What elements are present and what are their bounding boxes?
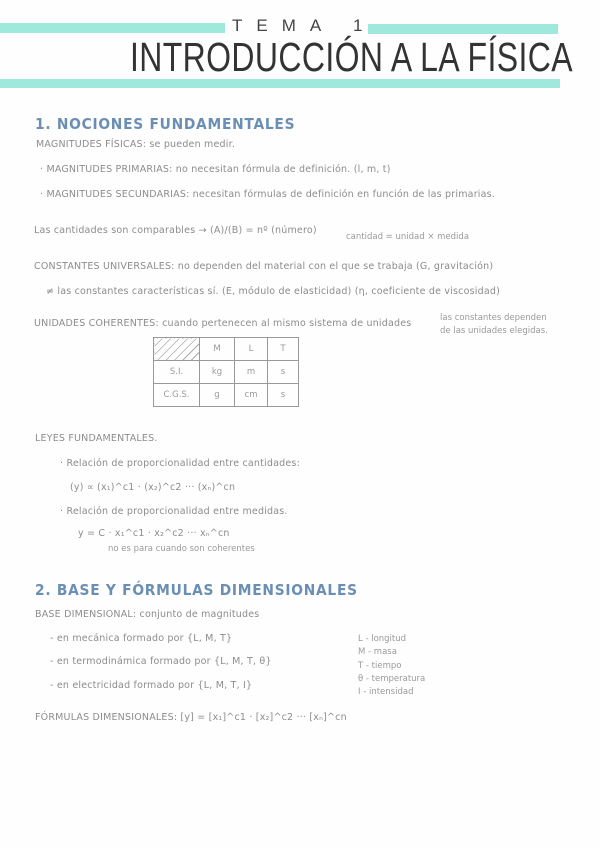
table-cell: m bbox=[235, 361, 268, 384]
section-heading: 1. NOCIONES FUNDAMENTALES bbox=[35, 115, 296, 133]
note-line: - en electricidad formado por {L, M, T, I} bbox=[50, 680, 253, 691]
table-cell: g bbox=[200, 384, 235, 407]
table-cell: C.G.S. bbox=[154, 384, 200, 407]
note-line: FÓRMULAS DIMENSIONALES: [y] = [x₁]^c1 · [x₂]^c2 ··· [xₙ]^cn bbox=[35, 712, 347, 723]
table-cell: s bbox=[268, 361, 299, 384]
side-note: las constantes dependen bbox=[440, 313, 547, 323]
note-line: · Relación de proporcionalidad entre medidas. bbox=[60, 506, 288, 517]
note-line: - en termodinámica formado por {L, M, T, θ} bbox=[50, 656, 272, 667]
side-note: cantidad = unidad × medida bbox=[346, 232, 470, 242]
note-line: · Relación de proporcionalidad entre cantidades: bbox=[60, 458, 300, 469]
section-heading: 2. BASE Y FÓRMULAS DIMENSIONALES bbox=[35, 581, 358, 599]
legend-item: L - longitud bbox=[358, 634, 407, 644]
table-header: M bbox=[200, 338, 235, 361]
note-line: - en mecánica formado por {L, M, T} bbox=[50, 633, 233, 644]
note-line: · MAGNITUDES SECUNDARIAS: necesitan fórmulas de definición en función de las primarias. bbox=[40, 189, 496, 200]
note-line: MAGNITUDES FÍSICAS: se pueden medir. bbox=[36, 139, 236, 150]
table-header: L bbox=[235, 338, 268, 361]
table-row bbox=[154, 384, 299, 407]
highlight-bar bbox=[0, 23, 225, 33]
note-line: · MAGNITUDES PRIMARIAS: no necesitan fórmula de definición. (l, m, t) bbox=[40, 164, 391, 175]
page-title: INTRODUCCIÓN A LA FÍSICA bbox=[130, 34, 573, 80]
note-line: Las cantidades son comparables → (A)/(B) = nº (número) bbox=[34, 225, 317, 236]
tema-label: TEMA 1 bbox=[232, 16, 377, 35]
note-line: LEYES FUNDAMENTALES. bbox=[35, 433, 158, 444]
note-line: UNIDADES COHERENTES: cuando pertenecen al mismo sistema de unidades bbox=[34, 318, 412, 329]
formula: y = C · x₁^c1 · x₂^c2 ··· xₙ^cn bbox=[78, 528, 230, 539]
note-line: CONSTANTES UNIVERSALES: no dependen del material con el que se trabaja (G, gravitación) bbox=[34, 261, 494, 272]
table-cell: S.I. bbox=[154, 361, 200, 384]
legend-item: I - intensidad bbox=[358, 687, 414, 697]
highlight-bar bbox=[368, 24, 558, 34]
note-line: ≠ las constantes características sí. (E, módulo de elasticidad) (η, coeficiente de viscosidad) bbox=[46, 286, 500, 297]
table-row bbox=[154, 361, 299, 384]
table-cell: kg bbox=[200, 361, 235, 384]
formula: (y) ∝ (x₁)^c1 · (x₂)^c2 ··· (xₙ)^cn bbox=[70, 482, 236, 493]
side-note: de las unidades elegidas. bbox=[440, 326, 548, 336]
table-cell: cm bbox=[235, 384, 268, 407]
units-table bbox=[153, 337, 299, 407]
legend-item: θ - temperatura bbox=[358, 674, 426, 684]
formula-note: no es para cuando son coherentes bbox=[108, 544, 255, 554]
table-cell: s bbox=[268, 384, 299, 407]
table-header: T bbox=[268, 338, 299, 361]
note-line: BASE DIMENSIONAL: conjunto de magnitudes bbox=[35, 609, 260, 620]
table-corner bbox=[154, 338, 200, 361]
legend-item: M - masa bbox=[358, 647, 397, 657]
legend-item: T - tiempo bbox=[358, 661, 402, 671]
